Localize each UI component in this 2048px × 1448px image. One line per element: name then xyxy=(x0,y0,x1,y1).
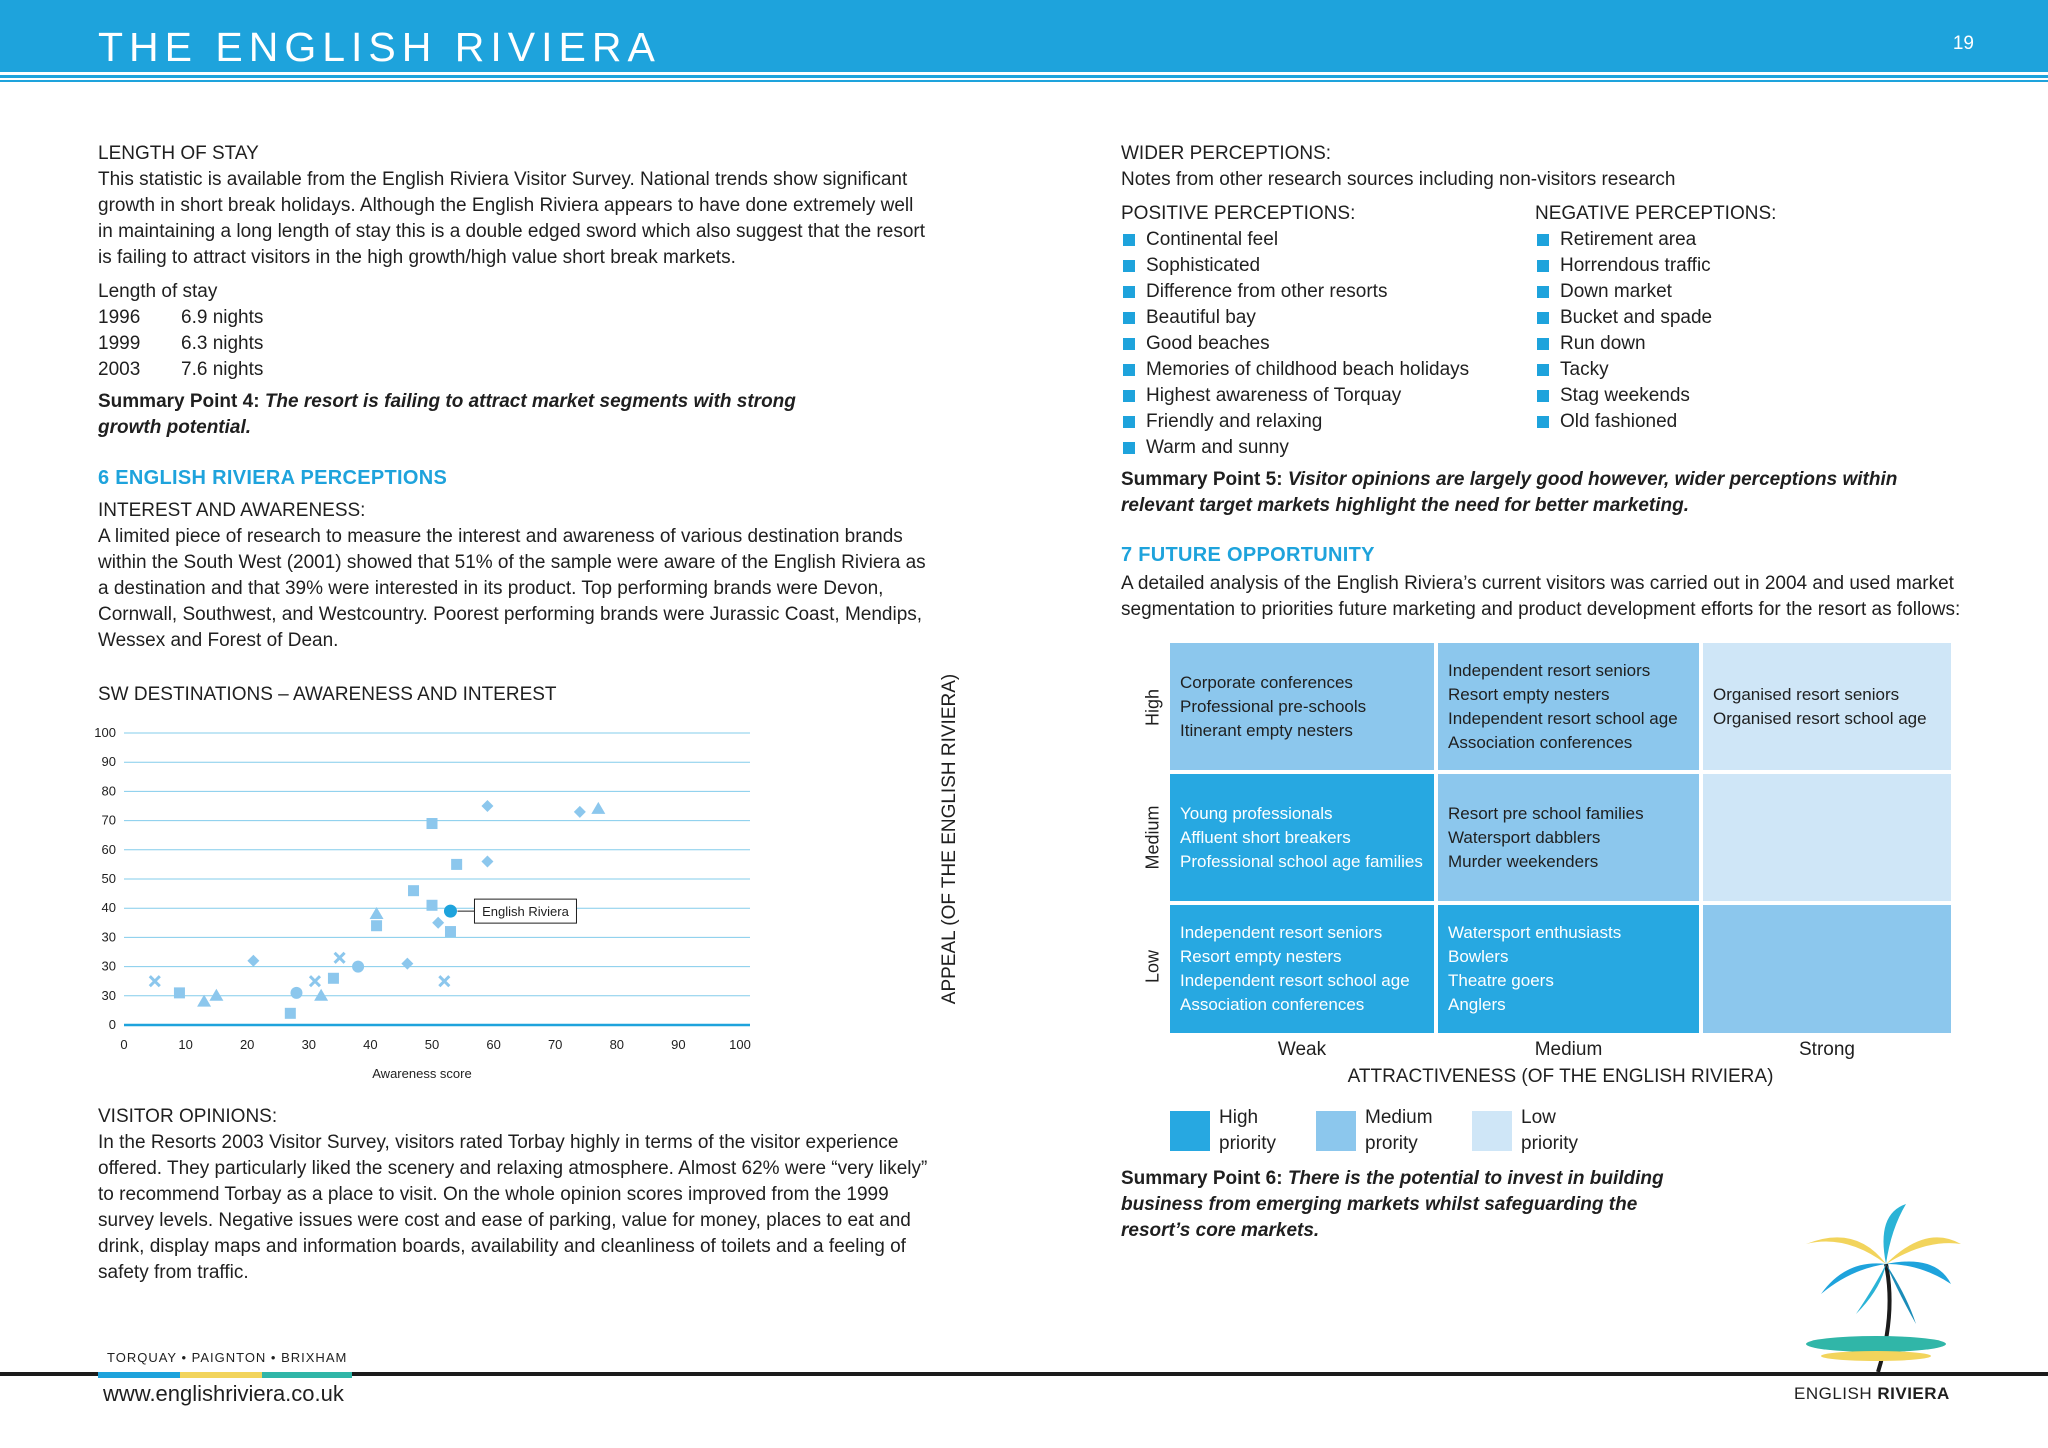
brand-word: ENGLISH xyxy=(1794,1384,1873,1403)
footer-stripe-teal xyxy=(262,1372,352,1378)
segment-label: Anglers xyxy=(1448,995,1506,1014)
square-bullet-icon xyxy=(1123,364,1135,376)
data-point-square xyxy=(408,885,419,896)
visitor-opinions-text: In the Resorts 2003 Visitor Survey, visitors rated Torbay highly in terms of the visitor experience offered. They particularly liked the scenery and relaxing atmosphere. Almost 62% were “very likely” to recommend Torbay as a place to visit. On the whole opinion scores improved from the 1999 survey levels. Negative issues were cost and ease of parking, value for money, places to eat and drink, display maps and information boards, availability and cleanliness of toilets and a feeling of safety from traffic. xyxy=(98,1132,928,1283)
legend-label: High priority xyxy=(1219,1107,1277,1154)
page-number: 19 xyxy=(1952,33,1974,54)
negative-item-label: Stag weekends xyxy=(1560,385,1690,406)
positive-item xyxy=(1121,435,1521,461)
positive-list xyxy=(1121,227,1521,461)
positive-item-label: Beautiful bay xyxy=(1146,307,1256,328)
wider-perceptions-heading: WIDER PERCEPTIONS: xyxy=(1121,143,1332,164)
square-bullet-icon xyxy=(1123,338,1135,350)
data-point-triangle xyxy=(209,989,223,1001)
segment-label: Professional school age families xyxy=(1180,851,1423,871)
x-tick-label: 0 xyxy=(120,1037,128,1052)
matrix-cell-medium xyxy=(1703,905,1951,1033)
x-tick-label: 90 xyxy=(671,1037,686,1052)
negative-item-label: Down market xyxy=(1560,281,1672,302)
data-point-diamond xyxy=(481,800,493,812)
highlight-label: English Riviera xyxy=(482,904,569,920)
segment-label: Corporate conferences xyxy=(1180,672,1353,692)
negative-item xyxy=(1535,383,1935,409)
positive-item xyxy=(1121,383,1521,409)
data-point-circle xyxy=(290,987,302,999)
positive-item-label: Memories of childhood beach holidays xyxy=(1146,359,1470,380)
x-tick-label: 20 xyxy=(239,1037,255,1052)
square-bullet-icon xyxy=(1123,260,1135,272)
negative-item xyxy=(1535,331,1935,357)
y-tick-label: 30 xyxy=(101,958,116,974)
segment-label: Resort empty nesters xyxy=(1448,684,1610,704)
footer-stripe-yellow xyxy=(180,1372,262,1378)
negative-heading: NEGATIVE PERCEPTIONS: xyxy=(1535,203,1777,224)
segment-label: Independent resort school age xyxy=(1180,971,1410,990)
positive-item-label: Continental feel xyxy=(1146,229,1279,250)
matrix-cell-high xyxy=(1170,905,1434,1033)
positive-item xyxy=(1121,227,1521,253)
y-tick-label: 60 xyxy=(101,841,116,857)
segment-label: Young professionals xyxy=(1180,803,1333,823)
matrix-col-label: Strong xyxy=(1799,1039,1855,1060)
legend-label: Low priority xyxy=(1521,1107,1579,1154)
footer-towns: TORQUAY • PAIGNTON • BRIXHAM xyxy=(107,1350,348,1365)
y-tick-label: 80 xyxy=(101,783,116,799)
x-tick-label: 10 xyxy=(178,1037,193,1052)
square-bullet-icon xyxy=(1537,364,1549,376)
header-rule xyxy=(0,75,2048,78)
footer-stripe-blue xyxy=(98,1372,180,1378)
x-tick-label: 100 xyxy=(729,1037,751,1052)
x-axis-title: Awareness score xyxy=(372,1066,472,1081)
y-tick-label: 90 xyxy=(101,754,116,770)
summary-text: There is the potential to invest in building business from emerging markets whilst safeguarding the resort’s core markets. xyxy=(1121,1168,1664,1241)
stay-year: 1996 xyxy=(98,307,141,328)
negative-item xyxy=(1535,253,1935,279)
matrix-col-label: Medium xyxy=(1534,1039,1603,1060)
length-of-stay-section xyxy=(98,141,928,441)
square-bullet-icon xyxy=(1123,416,1135,428)
matrix-cell-medium xyxy=(1438,643,1699,770)
stay-table-label: Length of stay xyxy=(98,281,218,302)
positive-item xyxy=(1121,409,1521,435)
positive-item-label: Warm and sunny xyxy=(1146,437,1289,458)
matrix-cell-high xyxy=(1170,774,1434,901)
data-point-square xyxy=(451,859,462,870)
summary-label: Summary Point 4: xyxy=(98,391,260,412)
segment-label: Association conferences xyxy=(1180,995,1365,1014)
summary-text: Visitor opinions are largely good however, wider perceptions within relevant target markets highlight the need for better marketing. xyxy=(1121,469,1898,516)
interest-awareness-heading: INTEREST AND AWARENESS: xyxy=(98,500,366,521)
summary-label: Summary Point 6: xyxy=(1121,1168,1283,1189)
negative-item-label: Tacky xyxy=(1560,359,1609,380)
perceptions-section xyxy=(98,467,928,654)
summary-point-4 xyxy=(98,389,838,441)
section-heading-perceptions: 6 ENGLISH RIVIERA PERCEPTIONS xyxy=(98,467,448,489)
legend-swatch-low xyxy=(1472,1111,1512,1151)
stay-value: 7.6 nights xyxy=(181,359,264,380)
square-bullet-icon xyxy=(1123,442,1135,454)
negative-perceptions xyxy=(1535,201,1935,435)
square-bullet-icon xyxy=(1537,338,1549,350)
matrix-x-axis-title: ATTRACTIVENESS (OF THE ENGLISH RIVIERA) xyxy=(1347,1066,1774,1087)
stay-value: 6.3 nights xyxy=(181,333,264,354)
data-point-cross xyxy=(310,976,320,986)
matrix-cell-high xyxy=(1438,905,1699,1033)
data-point-triangle xyxy=(370,907,384,919)
negative-item xyxy=(1535,357,1935,383)
stay-row xyxy=(98,357,928,383)
square-bullet-icon xyxy=(1537,416,1549,428)
segment-label: Watersport enthusiasts xyxy=(1448,923,1622,942)
segment-label: Independent resort seniors xyxy=(1180,923,1383,942)
positive-item xyxy=(1121,331,1521,357)
matrix-row-label: Medium xyxy=(1142,805,1163,870)
square-bullet-icon xyxy=(1123,234,1135,246)
negative-item-label: Old fashioned xyxy=(1560,411,1678,432)
square-bullet-icon xyxy=(1123,312,1135,324)
data-point-square xyxy=(174,987,185,998)
y-tick-label: 30 xyxy=(101,987,116,1003)
segment-label: Affluent short breakers xyxy=(1180,827,1351,847)
positive-item-label: Highest awareness of Torquay xyxy=(1146,385,1402,406)
positive-item-label: Good beaches xyxy=(1146,333,1270,354)
square-bullet-icon xyxy=(1123,286,1135,298)
positive-item-label: Sophisticated xyxy=(1146,255,1261,276)
future-opportunity-text: A detailed analysis of the English Riviera’s current visitors was carried out in 2004 and used market segmentation to priorities future marketing and product development efforts for the resort as follows: xyxy=(1121,573,1961,620)
data-point-cross xyxy=(335,953,345,963)
segment-label: Resort pre school families xyxy=(1448,803,1644,823)
square-bullet-icon xyxy=(1537,234,1549,246)
negative-item xyxy=(1535,279,1935,305)
segment-label: Association conferences xyxy=(1448,732,1633,752)
segment-label: Organised resort seniors xyxy=(1713,684,1900,704)
stay-value: 6.9 nights xyxy=(181,307,264,328)
positive-item-label: Difference from other resorts xyxy=(1146,281,1388,302)
x-tick-label: 30 xyxy=(301,1037,317,1052)
matrix-cell-low xyxy=(1703,643,1951,770)
palm-tree-logo-icon xyxy=(1786,1204,1966,1374)
data-point-square xyxy=(445,926,456,937)
segment-label: Itinerant empty nesters xyxy=(1180,720,1353,740)
footer-brand xyxy=(1794,1384,1950,1404)
matrix-row-label: Low xyxy=(1142,949,1163,984)
future-opportunity-section xyxy=(1121,544,1981,623)
x-tick-label: 40 xyxy=(363,1037,378,1052)
y-tick-label: 30 xyxy=(101,929,116,945)
visitor-opinions-section xyxy=(98,1104,928,1286)
square-bullet-icon xyxy=(1537,260,1549,272)
y-tick-label: 100 xyxy=(94,725,116,740)
segment-label: Resort empty nesters xyxy=(1180,947,1342,966)
square-bullet-icon xyxy=(1123,390,1135,402)
square-bullet-icon xyxy=(1537,390,1549,402)
data-point-square xyxy=(328,973,339,984)
y-tick-label: 40 xyxy=(101,900,116,916)
x-tick-label: 60 xyxy=(486,1037,501,1052)
summary-point-6 xyxy=(1121,1166,1681,1244)
data-point-diamond xyxy=(481,855,493,867)
summary-point-5 xyxy=(1121,467,1921,519)
legend-swatch-high xyxy=(1170,1111,1210,1151)
matrix-cell-medium xyxy=(1170,643,1434,770)
length-of-stay-text: This statistic is available from the English Riviera Visitor Survey. National trends show significant growth in short break holidays. Although the English Riviera appears to have done extremely well in maintaining a long length of stay this is a double edged sword which also suggest that the resort is failing to attract visitors in the high growth/high value short break markets. xyxy=(98,169,926,268)
wider-perceptions-text: Notes from other research sources including non-visitors research xyxy=(1121,169,1676,190)
stay-row xyxy=(98,305,928,331)
matrix-y-axis-title: APPEAL (OF THE ENGLISH RIVIERA) xyxy=(939,673,960,1005)
square-bullet-icon xyxy=(1537,286,1549,298)
summary-label: Summary Point 5: xyxy=(1121,469,1283,490)
y-tick-label: 50 xyxy=(101,871,116,886)
segment-label: Organised resort school age xyxy=(1713,708,1927,728)
segment-label: Professional pre-schools xyxy=(1180,696,1367,716)
page-title: THE ENGLISH RIVIERA xyxy=(98,24,661,70)
segment-label: Murder weekenders xyxy=(1448,851,1599,871)
interest-awareness-text: A limited piece of research to measure the interest and awareness of various destination brands within the South West (2001) showed that 51% of the sample were aware of the English Riviera as a destination and that 39% were interested in its product. Top performing brands were Devon, Cornwall, Southwest, and Westcountry. Poorest performing brands were Jurassic Coast, Mendips, Wessex and Forest of Dean. xyxy=(98,526,926,651)
length-of-stay-heading: LENGTH OF STAY xyxy=(98,143,259,164)
segment-label: Independent resort school age xyxy=(1448,708,1678,728)
matrix-col-label: Weak xyxy=(1277,1039,1327,1060)
segment-label: Bowlers xyxy=(1448,947,1509,966)
negative-item-label: Retirement area xyxy=(1560,229,1697,250)
data-point-triangle xyxy=(197,995,211,1007)
segment-label: Theatre goers xyxy=(1448,971,1554,990)
y-tick-label: 70 xyxy=(101,812,116,828)
negative-item xyxy=(1535,227,1935,253)
data-point-diamond xyxy=(432,917,444,929)
negative-list xyxy=(1535,227,1935,435)
summary-text: The resort is failing to attract market segments with strong growth potential. xyxy=(98,391,796,438)
data-point-square xyxy=(371,920,382,931)
legend-swatch-medium xyxy=(1316,1111,1356,1151)
segment-label: Independent resort seniors xyxy=(1448,660,1651,680)
matrix-cell-medium xyxy=(1438,774,1699,901)
negative-item-label: Bucket and spade xyxy=(1560,307,1713,328)
data-point-cross xyxy=(439,976,449,986)
positive-heading: POSITIVE PERCEPTIONS: xyxy=(1121,203,1356,224)
matrix-row-label: High xyxy=(1142,688,1163,727)
section-heading-future: 7 FUTURE OPPORTUNITY xyxy=(1121,544,1375,566)
data-point-cross xyxy=(150,976,160,986)
x-tick-label: 70 xyxy=(547,1037,563,1052)
positive-item xyxy=(1121,357,1521,383)
data-point-square xyxy=(427,900,438,911)
data-point-triangle xyxy=(314,989,328,1001)
chart-title: SW DESTINATIONS – AWARENESS AND INTEREST xyxy=(98,684,557,705)
stay-year: 1999 xyxy=(98,333,141,354)
positive-item xyxy=(1121,279,1521,305)
stay-row xyxy=(98,331,928,357)
data-point-circle xyxy=(352,961,364,973)
data-point-square xyxy=(427,818,438,829)
y-tick-label: 0 xyxy=(108,1017,116,1032)
matrix-cell-low xyxy=(1703,774,1951,901)
positive-perceptions xyxy=(1121,201,1521,461)
visitor-opinions-heading: VISITOR OPINIONS: xyxy=(98,1106,278,1127)
stay-year: 2003 xyxy=(98,359,141,380)
scatter-chart xyxy=(90,715,770,1085)
footer-url-link[interactable]: www.englishriviera.co.uk xyxy=(103,1381,344,1406)
brand-word-bold: RIVIERA xyxy=(1877,1384,1950,1403)
negative-item xyxy=(1535,409,1935,435)
x-tick-label: 50 xyxy=(424,1037,440,1052)
negative-item-label: Horrendous traffic xyxy=(1560,255,1711,276)
positive-item-label: Friendly and relaxing xyxy=(1146,411,1323,432)
negative-item-label: Run down xyxy=(1560,333,1646,354)
data-point-square xyxy=(285,1008,296,1019)
data-point-diamond xyxy=(247,955,259,967)
data-point-diamond xyxy=(574,806,586,818)
data-point-triangle xyxy=(591,802,605,814)
x-tick-label: 80 xyxy=(609,1037,625,1052)
segment-label: Watersport dabblers xyxy=(1448,827,1601,847)
legend-label: Medium prority xyxy=(1365,1107,1433,1154)
negative-item xyxy=(1535,305,1935,331)
header-rule-thin xyxy=(0,80,2048,82)
data-point-diamond xyxy=(401,958,413,970)
square-bullet-icon xyxy=(1537,312,1549,324)
positive-item xyxy=(1121,253,1521,279)
wider-perceptions-section xyxy=(1121,141,1981,193)
data-point-highlight xyxy=(444,905,457,918)
positive-item xyxy=(1121,305,1521,331)
